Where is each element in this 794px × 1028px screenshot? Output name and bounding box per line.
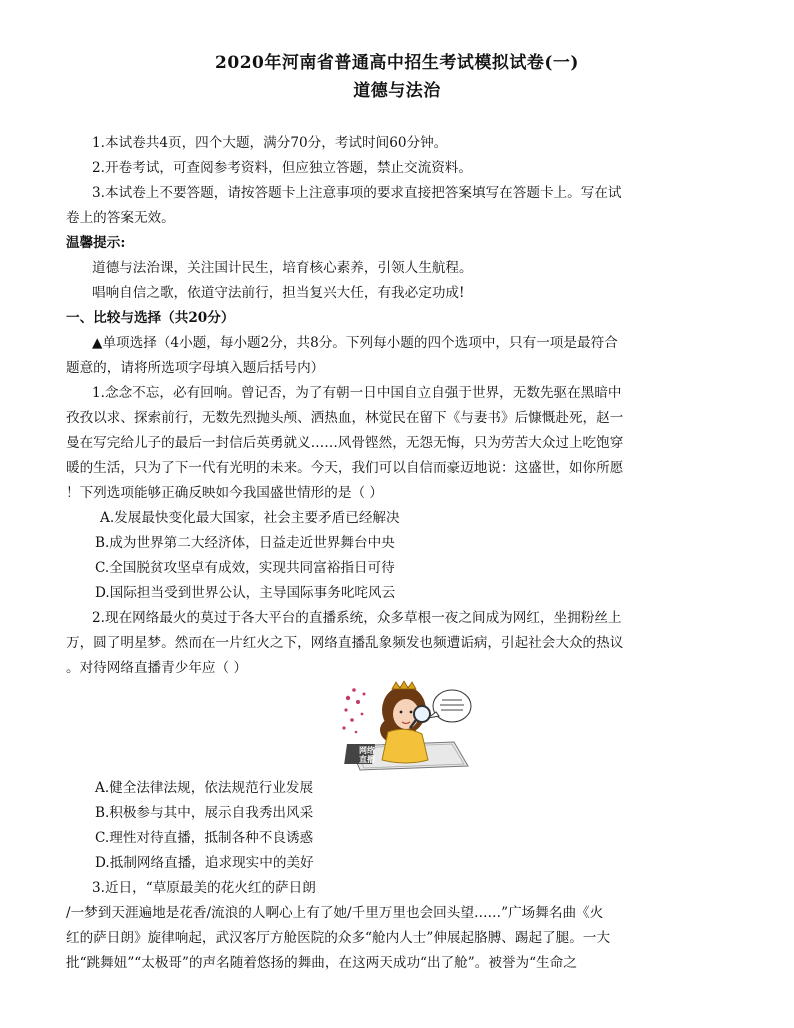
exam-title: 2020年河南省普通高中招生考试模拟试卷(一) <box>215 53 579 73</box>
tips-heading: 温馨提示: <box>66 235 126 251</box>
question-2-text: 。对待网络直播青少年应（ ） <box>66 660 248 676</box>
question-2-option-a: A.健全法律法规，依法规范行业发展 <box>95 780 314 796</box>
question-2-option-d: D.抵制网络直播，追求现实中的美好 <box>95 855 314 871</box>
instruction-line: 3.本试卷上不要答题，请按答题卡上注意事项的要求直接把答案填写在答题卡上。写在试 <box>92 185 622 201</box>
instruction-line: 卷上的答案无效。 <box>66 210 175 226</box>
question-3-text: 红的萨日朗》旋律响起，武汉客厅方舱医院的众多“舱内人士”伸展起胳膊、踢起了腿。一大 <box>66 930 611 946</box>
section-intro: 题意的，请将所选项字母填入题后括号内） <box>66 360 325 376</box>
sign-text-line-1: 网络 <box>359 746 375 755</box>
question-3-text: /一梦到天涯遍地是花香/流浪的人啊心上有了她/千里万里也会回头望……”广场舞名曲《火 <box>66 905 604 921</box>
question-3-text: 批“跳舞妞”“太极哥”的声名随着悠扬的舞曲，在这两天成功“出了舱”。被誉为“生命之 <box>66 955 577 971</box>
question-1-option-a: A.发展最快变化最大国家，社会主要矛盾已经解决 <box>100 510 400 526</box>
question-2-text: 2.现在网络最火的莫过于各大平台的直播系统，众多草根一夜之间成为网红，坐拥粉丝上 <box>92 610 622 626</box>
question-2-text: 万，圆了明星梦。然而在一片红火之下，网络直播乱象频发也频遭诟病，引起社会大众的热议 <box>66 635 624 651</box>
tips-line: 唱响自信之歌，依道守法前行，担当复兴大任，有我必定功成! <box>92 285 465 301</box>
question-1-text: 孜孜以求、探索前行，无数先烈抛头颅、洒热血，林觉民在留下《与妻书》后慷慨赴死，赵一 <box>66 410 624 426</box>
question-2-option-c: C.理性对待直播，抵制各种不良诱惑 <box>95 830 314 846</box>
instruction-line: 2.开卷考试，可查阅参考资料，但应独立答题，禁止交流资料。 <box>92 160 472 176</box>
question-1-text: 1.念念不忘，必有回响。曾记否，为了有朝一日中国自立自强于世界，无数先驱在黑暗中 <box>92 385 622 401</box>
tips-line: 道德与法治课，关注国计民生，培育核心素养，引领人生航程。 <box>92 260 473 276</box>
question-2-option-b: B.积极参与其中，展示自我秀出风采 <box>95 805 314 821</box>
live-streaming-cartoon-image <box>342 680 472 772</box>
question-1-option-b: B.成为世界第二大经济体，日益走近世界舞台中央 <box>95 535 395 551</box>
sign-text-line-2: 直播 <box>359 755 375 764</box>
question-1-option-c: C.全国脱贫攻坚卓有成效，实现共同富裕指日可待 <box>95 560 395 576</box>
question-1-option-d: D.国际担当受到世界公认，主导国际事务叱咤风云 <box>95 585 396 601</box>
question-1-text: 暖的生活，只为了下一代有光明的未来。今天，我们可以自信而豪迈地说：这盛世，如你所愿 <box>66 460 624 476</box>
section-heading: 一、比较与选择（共20分） <box>66 310 235 326</box>
question-3-text: 3.近日，“草原最美的花火红的萨日朗 <box>92 880 316 896</box>
exam-subject: 道德与法治 <box>353 81 441 101</box>
question-1-text: 曼在写完给儿子的最后一封信后英勇就义……风骨铿然，无怨无悔，只为劳苦大众过上吃饱穿 <box>66 435 624 451</box>
section-intro: ▲单项选择（4小题，每小题2分，共8分。下列每小题的四个选项中，只有一项是最符合 <box>92 335 618 351</box>
instruction-line: 1.本试卷共4页，四个大题，满分70分，考试时间60分钟。 <box>92 135 448 151</box>
question-1-text: ！下列选项能够正确反映如今我国盛世情形的是（ ） <box>66 485 383 501</box>
